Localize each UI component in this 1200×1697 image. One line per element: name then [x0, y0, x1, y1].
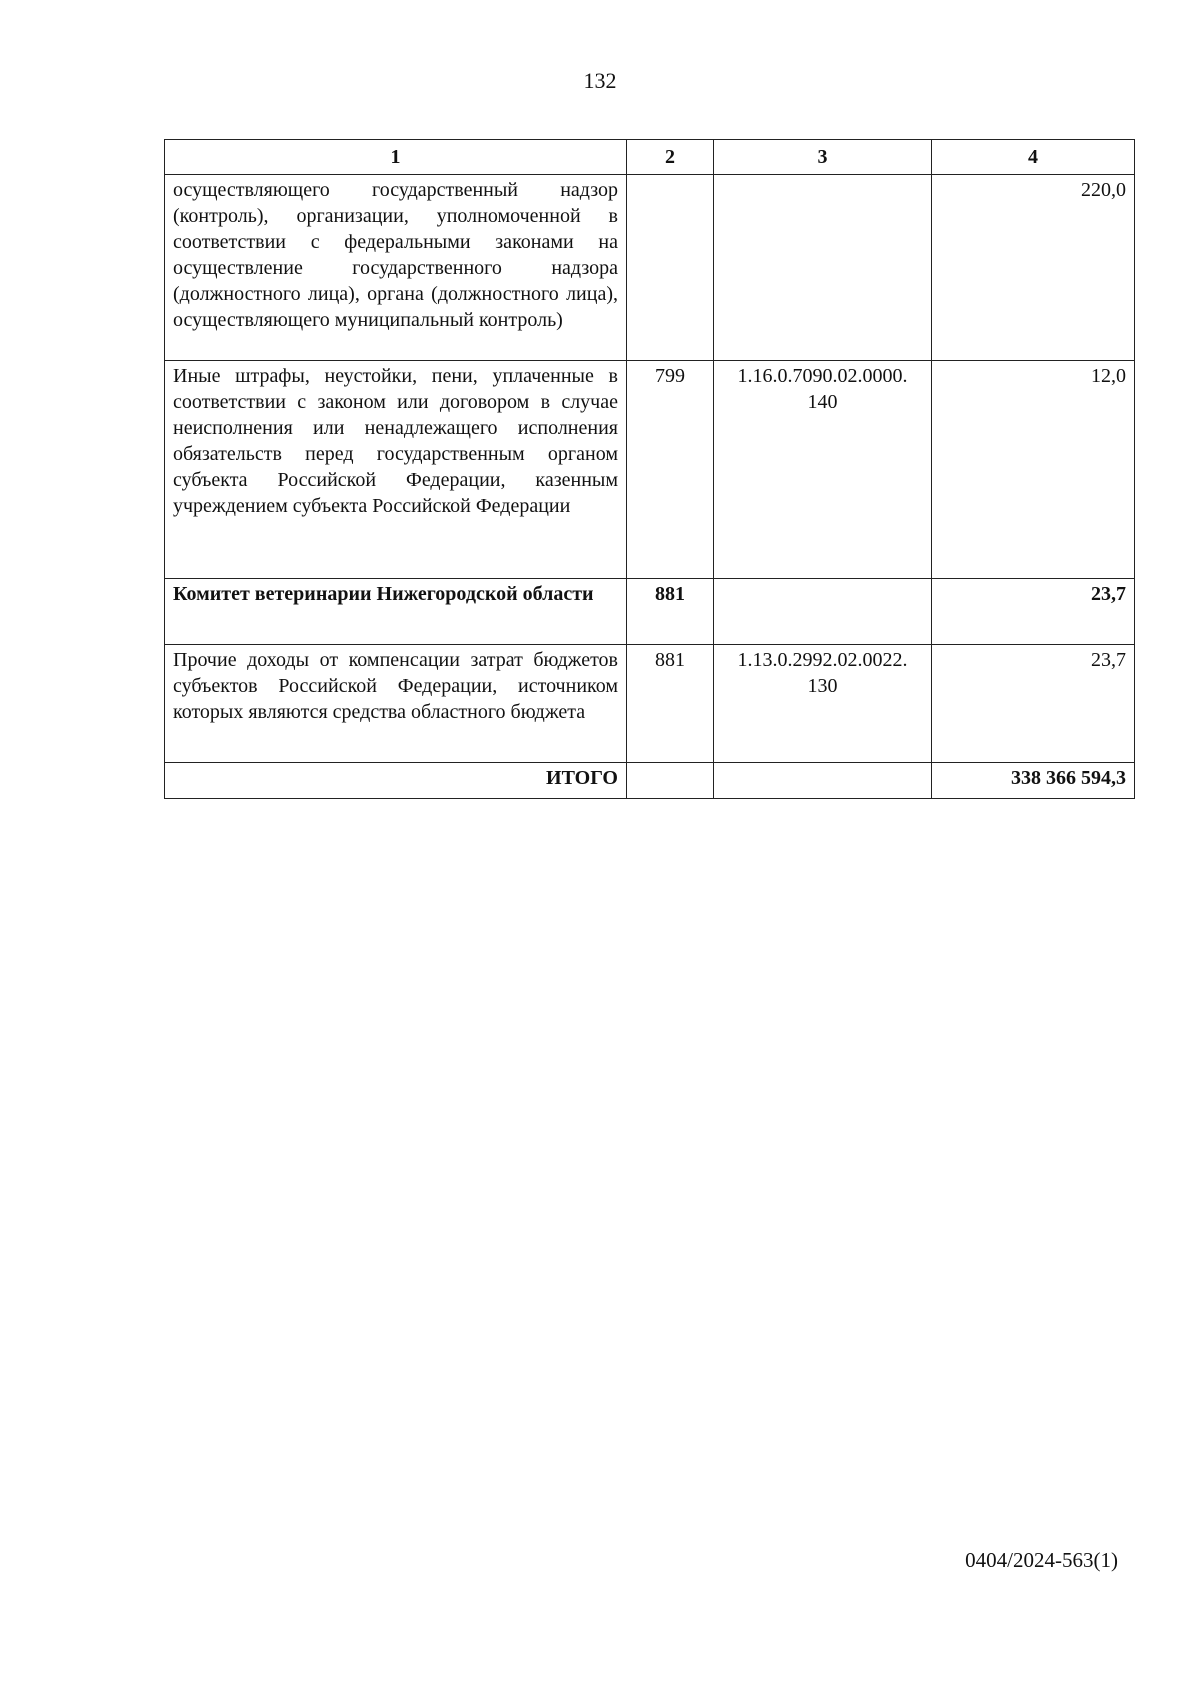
total-empty-cell [627, 763, 714, 799]
total-amount: 338 366 594,3 [932, 763, 1135, 799]
budget-table [164, 139, 1135, 799]
row-admin-code [627, 175, 714, 361]
row-admin-code: 881 [627, 579, 714, 645]
row-amount: 12,0 [932, 361, 1135, 579]
column-header-1: 1 [165, 140, 627, 175]
table-header-row [165, 140, 1135, 175]
table-total-row [165, 763, 1135, 799]
total-label: ИТОГО [165, 763, 627, 799]
row-revenue-code [714, 175, 932, 361]
row-name: осуществляющего государственный надзор (контроль), организации, уполномоченной в соответствии с федеральными законами на осуществление государственного надзора (должностного лица), органа (должностного лица), осуществляющего муниципальный контроль) [165, 175, 627, 361]
table-row [165, 175, 1135, 361]
row-name: Комитет ветеринарии Нижегородской области [165, 579, 627, 645]
document-id: 0404/2024-563(1) [965, 1548, 1118, 1572]
row-amount: 23,7 [932, 579, 1135, 645]
table-row-committee [165, 579, 1135, 645]
row-name: Иные штрафы, неустойки, пени, уплаченные в соответствии с законом или договором в случае неисполнения или ненадлежащего исполнения обязательств перед государственным органом субъекта Российской Федерации, казенным учреждением субъекта Российской Федерации [165, 361, 627, 579]
row-revenue-code [714, 579, 932, 645]
row-admin-code: 881 [627, 645, 714, 763]
column-header-3: 3 [714, 140, 932, 175]
column-header-4: 4 [932, 140, 1135, 175]
table-row [165, 361, 1135, 579]
total-empty-cell [714, 763, 932, 799]
row-name: Прочие доходы от компенсации затрат бюджетов субъектов Российской Федерации, источником которых являются средства областного бюджета [165, 645, 627, 763]
row-revenue-code: 1.16.0.7090.02.0000. 140 [714, 361, 932, 579]
row-amount: 220,0 [932, 175, 1135, 361]
row-admin-code: 799 [627, 361, 714, 579]
row-amount: 23,7 [932, 645, 1135, 763]
page-number: 132 [583, 68, 617, 93]
table-row [165, 645, 1135, 763]
column-header-2: 2 [627, 140, 714, 175]
row-revenue-code: 1.13.0.2992.02.0022. 130 [714, 645, 932, 763]
